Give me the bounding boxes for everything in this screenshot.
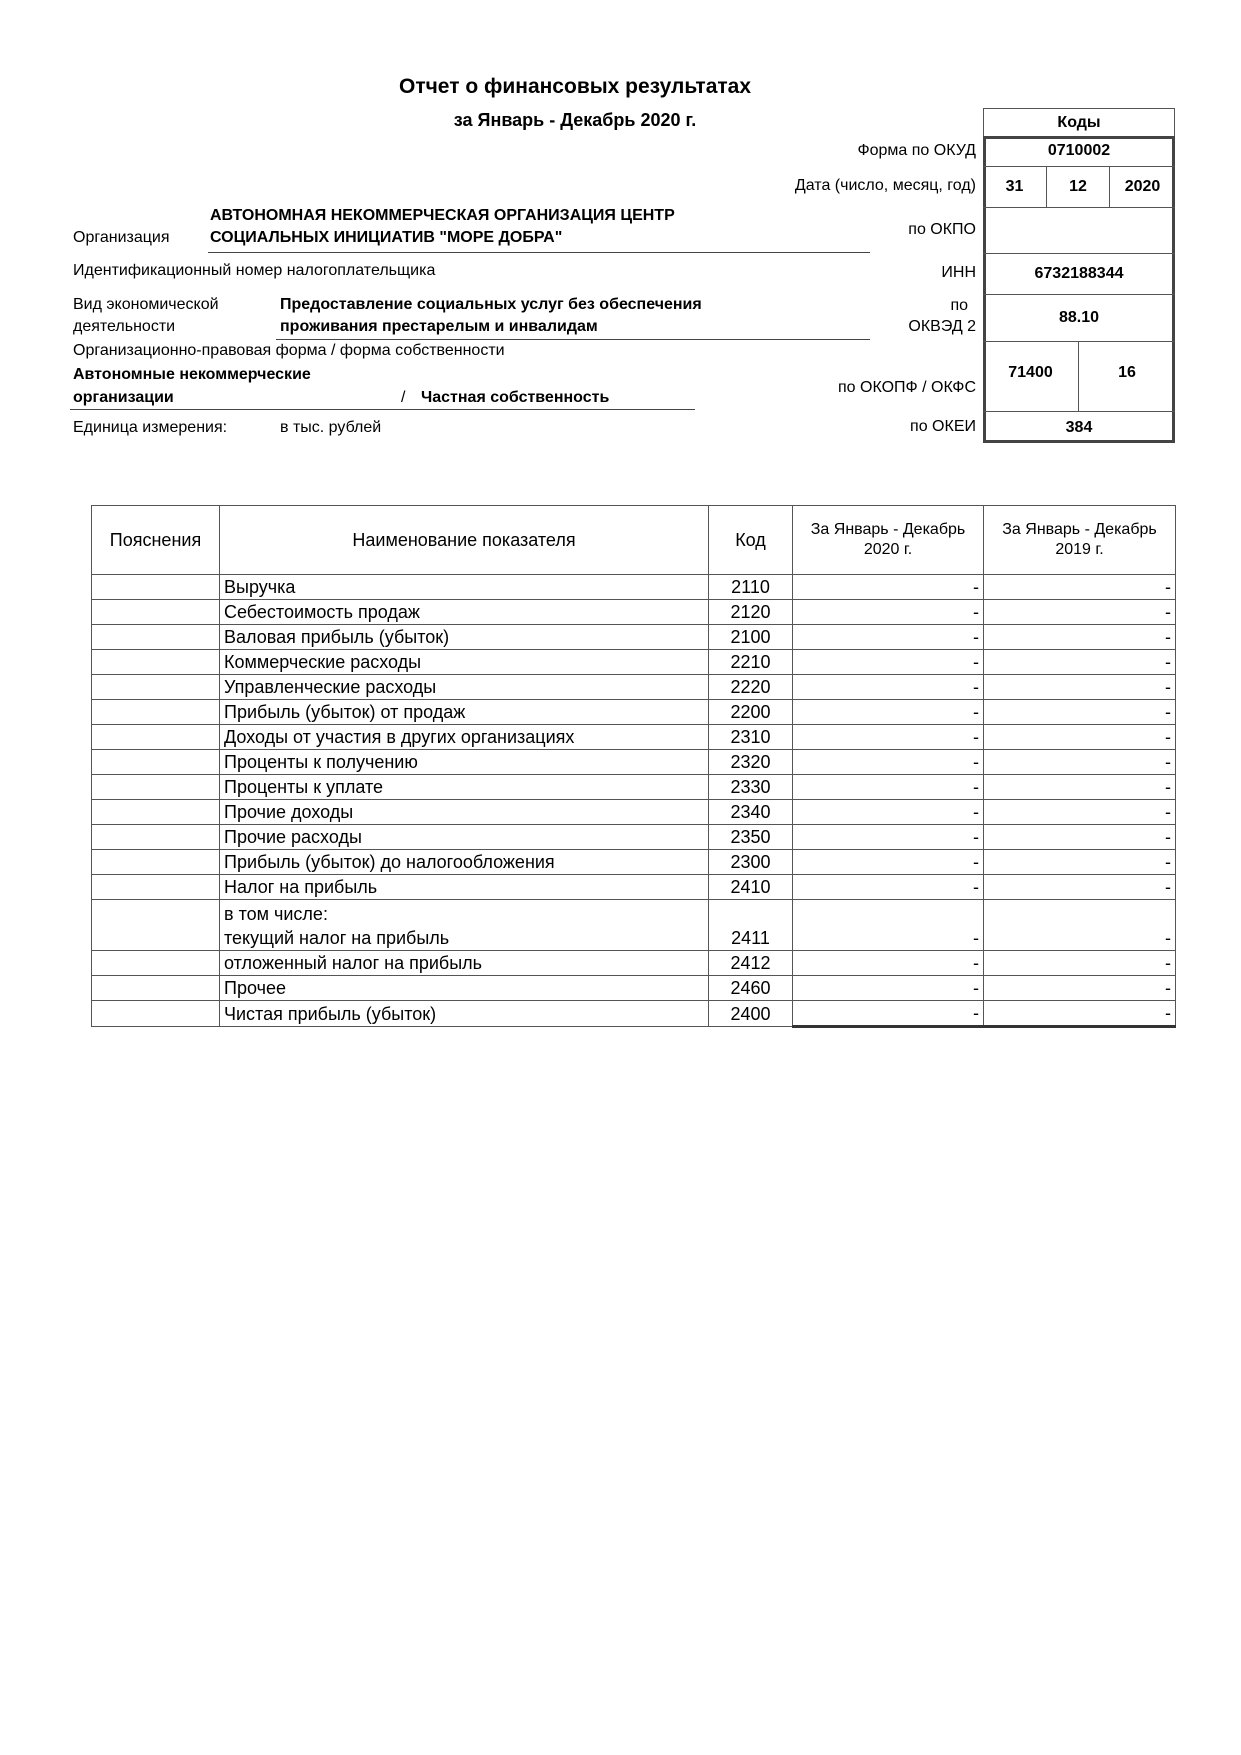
- value-current: -: [793, 575, 984, 600]
- table-row: [92, 775, 1176, 800]
- value-previous: -: [984, 825, 1176, 850]
- col-previous-period: За Январь - Декабрь 2019 г.: [984, 506, 1176, 575]
- table-row: [92, 725, 1176, 750]
- report-period: за Январь - Декабрь 2020 г.: [453, 110, 697, 130]
- okopf-code: 71400: [983, 342, 1079, 412]
- value-current: -: [793, 951, 984, 976]
- value-current: -: [793, 650, 984, 675]
- indicator-name: Прибыль (убыток) от продаж: [220, 700, 709, 725]
- indicator-name: Прочие доходы: [220, 800, 709, 825]
- notes-cell: [92, 900, 220, 951]
- indicator-name: Прочие расходы: [220, 825, 709, 850]
- date-day: 31: [983, 166, 1047, 208]
- indicator-code: 2110: [709, 575, 793, 600]
- legal-form-underline: [70, 389, 695, 410]
- table-row: [92, 625, 1176, 650]
- value-previous: -: [984, 775, 1176, 800]
- notes-cell: [92, 1001, 220, 1027]
- value-previous: -: [984, 725, 1176, 750]
- ownership-form: Частная собственность: [421, 389, 610, 406]
- value-current: -: [793, 600, 984, 625]
- org-name-line2: СОЦИАЛЬНЫХ ИНИЦИАТИВ "МОРЕ ДОБРА": [208, 229, 870, 253]
- value-current: -: [793, 825, 984, 850]
- value-previous: -: [984, 850, 1176, 875]
- report-title: Отчет о финансовых результатах: [398, 75, 752, 98]
- okpo-label: по ОКПО: [908, 221, 976, 238]
- indicator-code: 2200: [709, 700, 793, 725]
- activity-label-line2: деятельности: [73, 318, 176, 335]
- indicator-code: 2400: [709, 1001, 793, 1027]
- value-previous: -: [984, 575, 1176, 600]
- notes-cell: [92, 675, 220, 700]
- value-previous: -: [984, 900, 1176, 951]
- table-row: [92, 800, 1176, 825]
- indicator-code: 2350: [709, 825, 793, 850]
- notes-cell: [92, 850, 220, 875]
- activity-line1: Предоставление социальных услуг без обеспечения: [280, 296, 702, 313]
- value-current: -: [793, 675, 984, 700]
- value-current: -: [793, 725, 984, 750]
- value-previous: -: [984, 951, 1176, 976]
- col-current-period: За Январь - Декабрь 2020 г.: [793, 506, 984, 575]
- legal-form-label: Организационно-правовая форма / форма собственности: [73, 342, 505, 359]
- table-row: [92, 900, 1176, 951]
- table-row: [92, 650, 1176, 675]
- notes-cell: [92, 750, 220, 775]
- value-previous: -: [984, 675, 1176, 700]
- notes-cell: [92, 700, 220, 725]
- okei-code: 384: [1065, 418, 1093, 436]
- indicator-code: 2330: [709, 775, 793, 800]
- indicator-code: 2100: [709, 625, 793, 650]
- table-row: [92, 700, 1176, 725]
- unit-label: Единица измерения:: [73, 419, 228, 436]
- inn-code-label: ИНН: [941, 264, 976, 281]
- table-row: [92, 825, 1176, 850]
- value-previous: -: [984, 650, 1176, 675]
- notes-cell: [92, 725, 220, 750]
- okud-label: Форма по ОКУД: [857, 142, 976, 159]
- indicator-code: 2320: [709, 750, 793, 775]
- value-previous: -: [984, 976, 1176, 1001]
- indicator-code: 2340: [709, 800, 793, 825]
- notes-cell: [92, 625, 220, 650]
- indicator-code: 2411: [709, 900, 793, 951]
- table-row: [92, 600, 1176, 625]
- table-row: [92, 675, 1176, 700]
- okud-code: 0710002: [983, 136, 1175, 167]
- value-current: -: [793, 700, 984, 725]
- okei-label: по ОКЕИ: [910, 418, 976, 435]
- table-row: [92, 850, 1176, 875]
- table-header-row: [92, 506, 1176, 575]
- indicator-name: Налог на прибыль: [220, 875, 709, 900]
- indicator-prefix: в том числе:: [224, 904, 328, 924]
- date-year: 2020: [1110, 166, 1175, 208]
- value-current: -: [793, 750, 984, 775]
- value-previous: -: [984, 625, 1176, 650]
- okved-label-line1: по: [950, 297, 968, 314]
- indicator-name: Проценты к получению: [220, 750, 709, 775]
- indicator-name: Коммерческие расходы: [220, 650, 709, 675]
- activity-label-line1: Вид экономической: [73, 296, 219, 313]
- notes-cell: [92, 800, 220, 825]
- okpo-code: [983, 208, 1175, 254]
- notes-cell: [92, 600, 220, 625]
- notes-cell: [92, 575, 220, 600]
- table-row: [92, 951, 1176, 976]
- value-previous: -: [984, 875, 1176, 900]
- indicator-name: Проценты к уплате: [220, 775, 709, 800]
- org-label: Организация: [73, 229, 170, 246]
- value-current: -: [793, 875, 984, 900]
- indicator-code: 2310: [709, 725, 793, 750]
- unit-value: в тыс. рублей: [280, 419, 382, 436]
- indicator-name: Себестоимость продаж: [220, 600, 709, 625]
- indicator-name: Доходы от участия в других организациях: [220, 725, 709, 750]
- legal-form-line2: организации: [73, 389, 174, 406]
- indicator-code: 2460: [709, 976, 793, 1001]
- indicator-code: 2220: [709, 675, 793, 700]
- indicator-name: Прибыль (убыток) до налогообложения: [220, 850, 709, 875]
- inn-code: 6732188344: [983, 254, 1175, 295]
- okved-label-line2: ОКВЭД 2: [908, 318, 976, 335]
- value-current: -: [793, 976, 984, 1001]
- date-label: Дата (число, месяц, год): [794, 177, 976, 194]
- indicator-name: [220, 900, 709, 951]
- value-current: -: [793, 625, 984, 650]
- value-current: -: [793, 850, 984, 875]
- codes-header: Коды: [983, 108, 1175, 137]
- indicator-name-text: текущий налог на прибыль: [224, 928, 450, 948]
- indicator-name: Управленческие расходы: [220, 675, 709, 700]
- inn-label: Идентификационный номер налогоплательщика: [73, 262, 436, 279]
- indicator-name: Выручка: [220, 575, 709, 600]
- notes-cell: [92, 825, 220, 850]
- activity-line2: проживания престарелым и инвалидам: [276, 318, 870, 340]
- notes-cell: [92, 875, 220, 900]
- value-current: -: [793, 900, 984, 951]
- value-current: -: [793, 775, 984, 800]
- okved-code: 88.10: [983, 295, 1175, 342]
- date-month: 12: [1047, 166, 1110, 208]
- notes-cell: [92, 951, 220, 976]
- legal-form-separator: /: [401, 389, 406, 406]
- value-current: -: [793, 1001, 984, 1027]
- notes-cell: [92, 775, 220, 800]
- indicator-name: Прочее: [220, 976, 709, 1001]
- value-previous: -: [984, 600, 1176, 625]
- indicator-code: 2412: [709, 951, 793, 976]
- value-previous: -: [984, 700, 1176, 725]
- codes-box: [983, 108, 1175, 443]
- table-row: [92, 1001, 1176, 1027]
- indicator-code: 2210: [709, 650, 793, 675]
- indicator-code: 2120: [709, 600, 793, 625]
- indicator-name: Чистая прибыль (убыток): [220, 1001, 709, 1027]
- indicator-code: 2410: [709, 875, 793, 900]
- table-row: [92, 875, 1176, 900]
- col-notes: Пояснения: [92, 506, 220, 575]
- value-previous: -: [984, 800, 1176, 825]
- table-row: [92, 750, 1176, 775]
- value-previous: -: [984, 750, 1176, 775]
- col-code: Код: [709, 506, 793, 575]
- table-row: [92, 575, 1176, 600]
- value-previous: -: [984, 1001, 1176, 1027]
- notes-cell: [92, 976, 220, 1001]
- indicator-name: отложенный налог на прибыль: [220, 951, 709, 976]
- legal-form-line1: Автономные некоммерческие: [73, 366, 311, 383]
- value-current: -: [793, 800, 984, 825]
- okopf-label: по ОКОПФ / ОКФС: [838, 379, 976, 396]
- okfs-code: 16: [1079, 342, 1175, 412]
- table-row: [92, 976, 1176, 1001]
- col-indicator-name: Наименование показателя: [220, 506, 709, 575]
- financial-results-table: [91, 505, 1176, 1028]
- org-name-line1: АВТОНОМНАЯ НЕКОММЕРЧЕСКАЯ ОРГАНИЗАЦИЯ ЦЕНТР: [210, 207, 675, 224]
- indicator-code: 2300: [709, 850, 793, 875]
- indicator-name: Валовая прибыль (убыток): [220, 625, 709, 650]
- notes-cell: [92, 650, 220, 675]
